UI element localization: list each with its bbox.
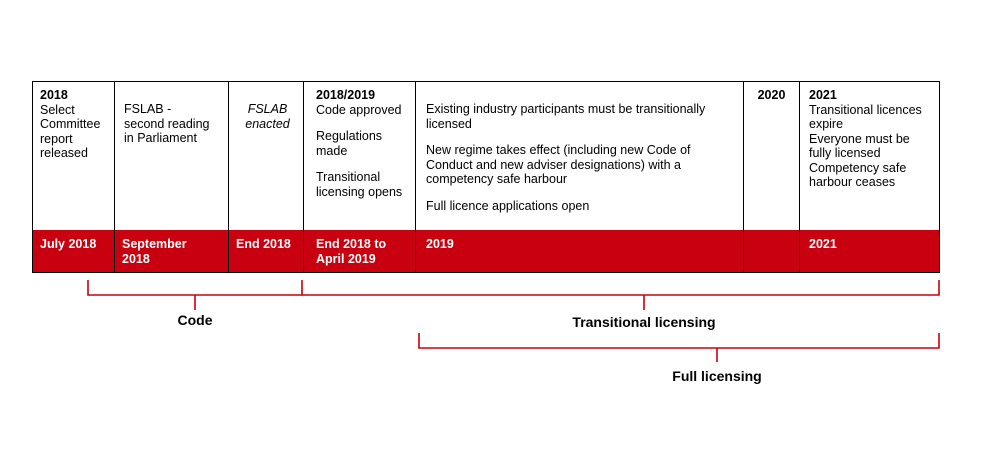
description-line: released: [40, 146, 88, 160]
description-line: Everyone must be: [809, 131, 910, 146]
description-line: Competency safe: [809, 160, 907, 175]
date-band-text: September 2018: [122, 237, 187, 266]
description-line: Transitional licences: [809, 102, 922, 117]
code-bracket: [88, 280, 302, 310]
description-line: expire: [809, 117, 844, 131]
description-line: enacted: [245, 116, 290, 131]
description-paragraph: Transitional licensing opens: [316, 170, 403, 199]
description-paragraph: Code approved: [316, 102, 402, 117]
description-line: second reading: [124, 116, 210, 131]
full-licensing-bracket: [419, 333, 939, 362]
date-band: End 2018: [229, 230, 303, 272]
transitional-licensing-label: Transitional licensing: [572, 314, 716, 330]
description-paragraph: Existing industry participants must be transitionally licensed: [426, 102, 706, 131]
full-licensing-label: Full licensing: [672, 368, 762, 384]
date-band-text: End 2018 to April 2019: [316, 237, 387, 266]
date-band: 2021: [800, 230, 939, 272]
description-paragraph: Regulations made: [316, 129, 383, 158]
description-paragraph: Full licence applications open: [426, 198, 590, 213]
description-line: report: [40, 131, 73, 146]
column-year: 2018/2019: [316, 88, 376, 102]
date-band: July 2018: [33, 230, 114, 272]
description-line: Select: [40, 102, 75, 117]
description-line: FSLAB -: [124, 102, 172, 116]
column-year: 2021: [809, 88, 837, 102]
column-year: 2018: [40, 88, 68, 102]
code-label: Code: [177, 312, 213, 328]
description-line: FSLAB: [247, 102, 288, 116]
transitional-licensing-bracket: [302, 280, 939, 310]
date-band: 2019: [416, 230, 743, 272]
description-line: harbour ceases: [809, 175, 896, 189]
description-line: Committee: [40, 117, 101, 131]
description-paragraph: New regime takes effect (including new Code of Conduct and new adviser designations) with a competency safe harbour: [426, 143, 691, 186]
description-line: fully licensed: [809, 146, 881, 160]
description-line: in Parliament: [124, 131, 197, 145]
column-year: 2020: [757, 88, 786, 102]
